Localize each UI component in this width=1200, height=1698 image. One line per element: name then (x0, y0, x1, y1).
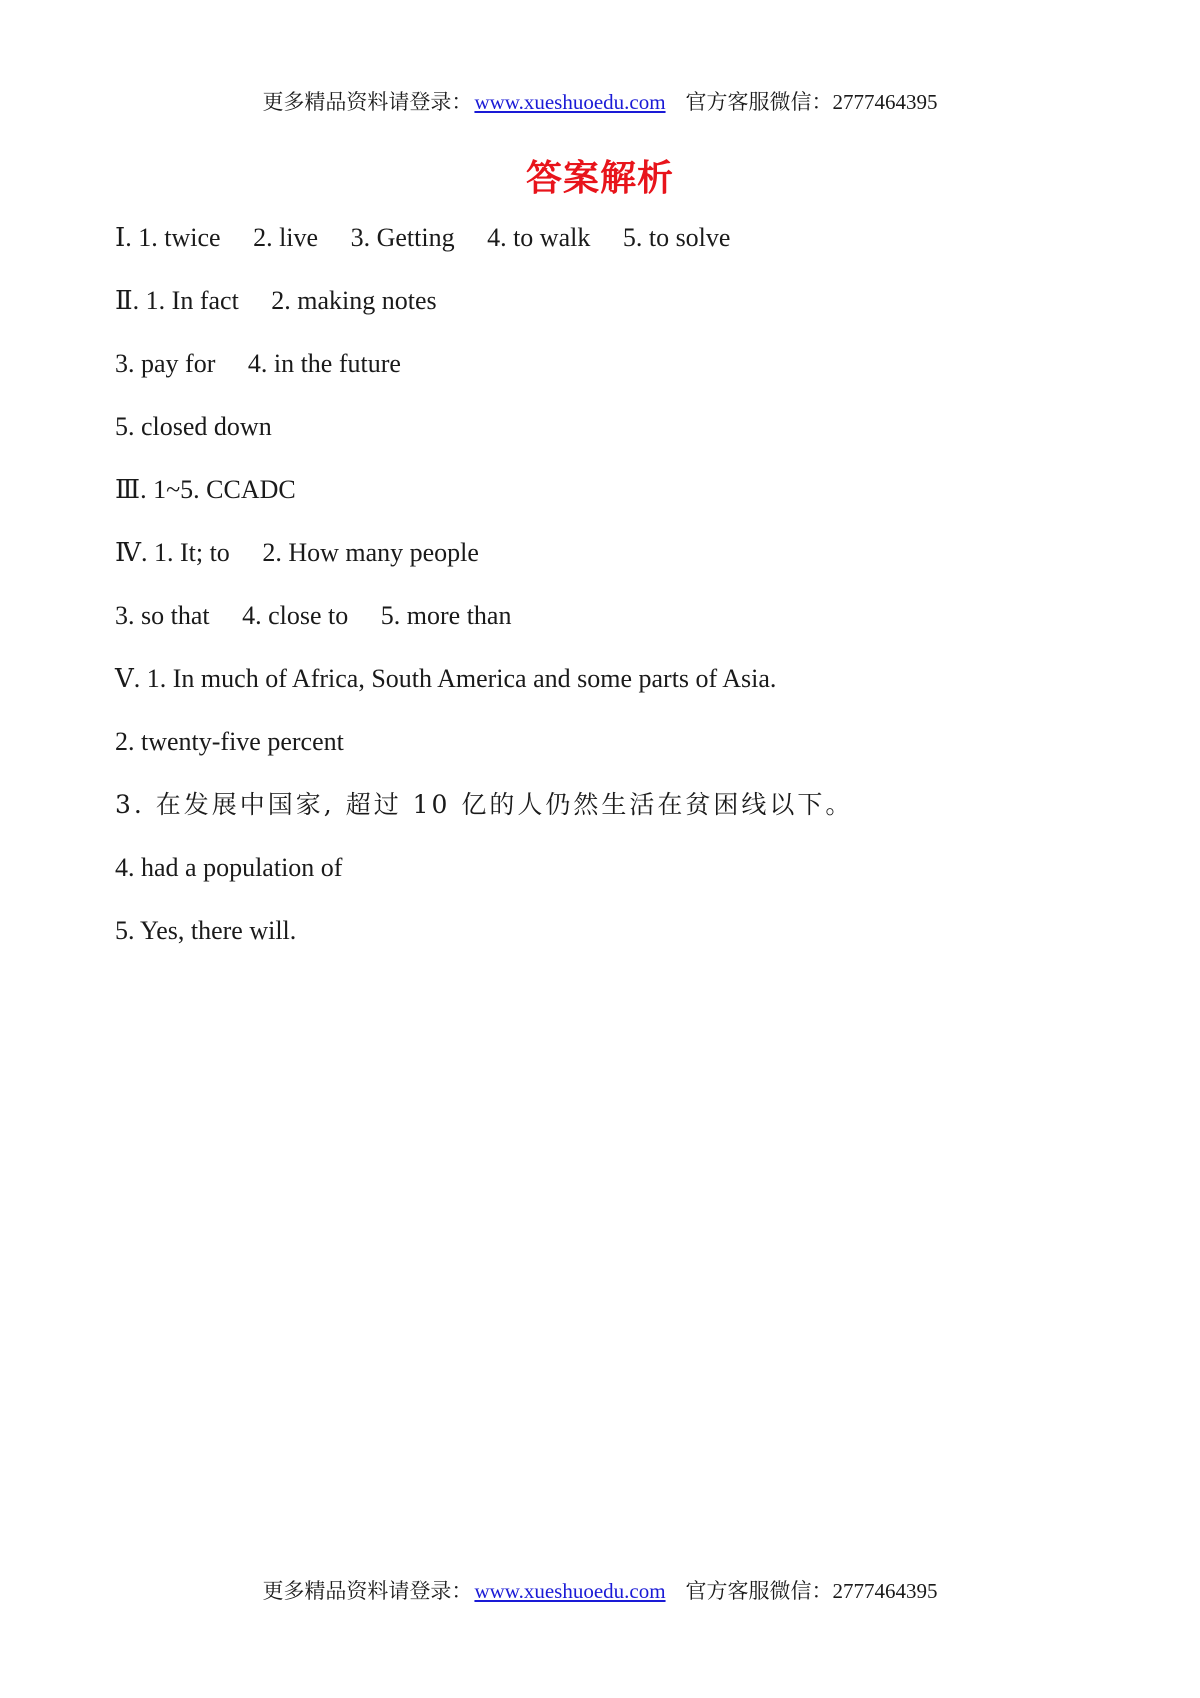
answer-line-1 (115, 220, 1115, 283)
answer-line-3 (115, 346, 1115, 409)
answer-list (115, 220, 1115, 976)
answer-segment: 2. twenty-five percent (115, 727, 344, 756)
answer-segment: Ⅴ. 1. In much of Africa, South America and some parts of Asia. (115, 664, 777, 693)
answer-line-12 (115, 913, 1115, 976)
footer-wechat: 官方客服微信：2777464395 (685, 1579, 938, 1603)
answer-segment: 4. had a population of (115, 853, 343, 882)
answer-segment: 3. Getting (350, 223, 455, 252)
answer-line-7 (115, 598, 1115, 661)
answer-segment: Ⅰ. 1. twice (115, 223, 221, 252)
answer-segment: 3. 在发展中国家, 超过 10 亿的人仍然生活在贫困线以下。 (115, 790, 854, 819)
answer-segment: Ⅳ. 1. It; to (115, 538, 230, 567)
answer-line-10 (115, 787, 1115, 850)
answer-line-4 (115, 409, 1115, 472)
answer-segment: 2. live (253, 223, 319, 252)
answer-segment: 2. making notes (271, 286, 437, 315)
page-header (0, 86, 1200, 116)
header-prefix: 更多精品资料请登录： (262, 90, 473, 114)
answer-segment: 3. pay for (115, 349, 216, 378)
answer-segment: Ⅱ. 1. In fact (115, 286, 239, 315)
answer-line-9 (115, 724, 1115, 787)
header-wechat: 官方客服微信：2777464395 (685, 90, 938, 114)
answer-segment: 2. How many people (262, 538, 479, 567)
answer-line-6 (115, 535, 1115, 598)
answer-line-11 (115, 850, 1115, 913)
answer-segment: 4. in the future (247, 349, 401, 378)
answer-line-5 (115, 472, 1115, 535)
answer-segment: 5. closed down (115, 412, 272, 441)
answer-segment: 4. close to (242, 601, 349, 630)
header-link[interactable]: www.xueshuoedu.com (474, 90, 666, 114)
document-title: 答案解析 (525, 158, 674, 199)
answer-line-8 (115, 661, 1115, 724)
answer-segment: Ⅲ. 1~5. CCADC (115, 475, 296, 504)
page-footer (0, 1575, 1200, 1605)
answer-line-2 (115, 283, 1115, 346)
answer-segment: 3. so that (115, 601, 210, 630)
footer-prefix: 更多精品资料请登录： (262, 1579, 473, 1603)
answer-segment: 5. Yes, there will. (115, 916, 297, 945)
answer-segment: 5. to solve (622, 223, 731, 252)
footer-link[interactable]: www.xueshuoedu.com (474, 1579, 666, 1603)
answer-segment: 4. to walk (487, 223, 591, 252)
answer-segment: 5. more than (380, 601, 512, 630)
